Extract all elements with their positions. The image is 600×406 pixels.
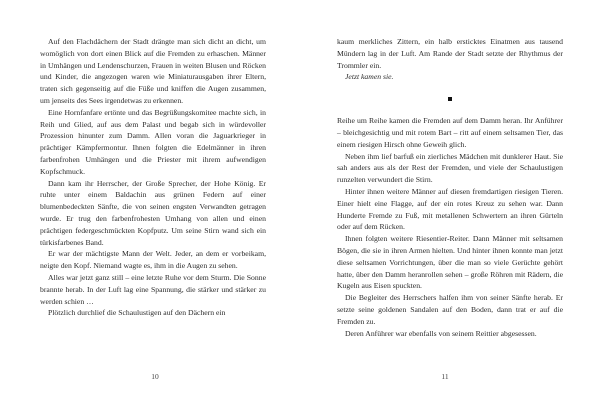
paragraph-continuation: kaum merkliches Zittern, ein halb ersticktes Einatmen aus tausend Mündern lag in der Luft. Am Rande der Stadt setzte der Rhythmus der Trommler ein.: [337, 37, 563, 70]
section-separator: [448, 97, 452, 101]
right-page-text: [337, 36, 563, 339]
paragraph: Plötzlich durchlief die Schaulustigen auf den Dächern ein: [48, 308, 226, 318]
italic-line: Jetzt kamen sie.: [345, 72, 394, 82]
paragraph: Dann kam ihr Herrscher, der Große Sprecher, der Hohe König. Er ruhte unter einem Baldachin aus grünen Federn auf einer blumenbedeckten Sänfte, die von seinen engsten Verwandten getragen wurde. Er trug den farbenfrohesten Umhang von allen und einen prächtigen federgeschmückten Kopfputz. Um seine Stirn wand sich ein türkisfarbenes Band.: [40, 178, 266, 247]
paragraph: Er war der mächtigste Mann der Welt. Jeder, an dem er vorbeikam, neigte den Kopf. Niemand wagte es, ihm in die Augen zu sehen.: [40, 249, 266, 271]
paragraph: Hinter ihnen weitere Männer auf diesen fremdartigen riesigen Tieren. Einer hielt eine Flagge, auf der ein rotes Kreuz zu sehen war. Dann Hunderte Fremde zu Fuß, mit metallenen Schwertern an ihren Gürteln oder auf dem Rücken.: [337, 186, 563, 232]
paragraph: Auf den Flachdächern der Stadt drängte man sich dicht an dicht, um womöglich von dort einen Blick auf die Fremden zu erhaschen. Männer in Umhängen und Lendenschurzen, Frauen in weiten Blusen und Röcken und Kinder, die angezogen waren wie Miniaturausgaben ihrer Eltern, traten sich gegenseitig auf die Füße und kniffen die Augen zusammen, um jenseits des Sees irgendetwas zu erkennen.: [40, 37, 266, 105]
paragraph: Neben ihm lief barfuß ein zierliches Mädchen mit dunklerer Haut. Sie sah anders aus als der Rest der Fremden, und viele der Schaulustigen runzelten verwundert die Stirn.: [337, 151, 563, 185]
paragraph: Die Begleiter des Herrschers halfen ihm von seiner Sänfte herab. Er setzte seine goldenen Sandalen auf den Boden, dann trat er auf die Fremden zu.: [337, 293, 563, 326]
paragraph: Eine Hornfanfare ertönte und das Begrüßungskomitee machte sich, in Reih und Glied, auf aus dem Palast und begab sich in würdevoller Prozession hinunter zum Damm. Allen voran die Jaguarkrieger in prächtiger Kämpfermontur. Ihnen folgten die Edelmänner in ihren farbenfrohen Umhängen und die Priester mit ihrem aufwendigen Kopfschmuck.: [40, 107, 266, 176]
paragraph: Reihe um Reihe kamen die Fremden auf dem Damm heran. Ihr Anführer – bleichgesichtig und mit rotem Bart – ritt auf einem seltsamen Tier, das einem riesigen Hirsch ohne Geweih glich.: [337, 116, 563, 149]
right-page: [300, 0, 600, 406]
paragraph: Deren Anführer war ebenfalls von seinem Reittier abgesessen.: [345, 328, 537, 338]
paragraph: Ihnen folgten weitere Riesentier-Reiter. Dann Männer mit seltsamen Bögen, die sie in ihren Armen hielten. Und hinter ihnen konnte man jetzt diese seltsamen Vorrichtungen, über die man so viele Gerüchte gehört hatte, über den Damm heranrollen sehen – große Röhren mit Rädern, die Kugeln aus Eisen spuckten.: [337, 234, 563, 291]
paragraph: Alles war jetzt ganz still – eine letzte Ruhe vor dem Sturm. Die Sonne brannte herab. In der Luft lag eine Spannung, die stärker und stärker zu werden schien …: [40, 272, 266, 306]
page-number: 10: [151, 372, 159, 381]
left-page-text: [40, 36, 266, 319]
page-number: 11: [441, 372, 449, 381]
